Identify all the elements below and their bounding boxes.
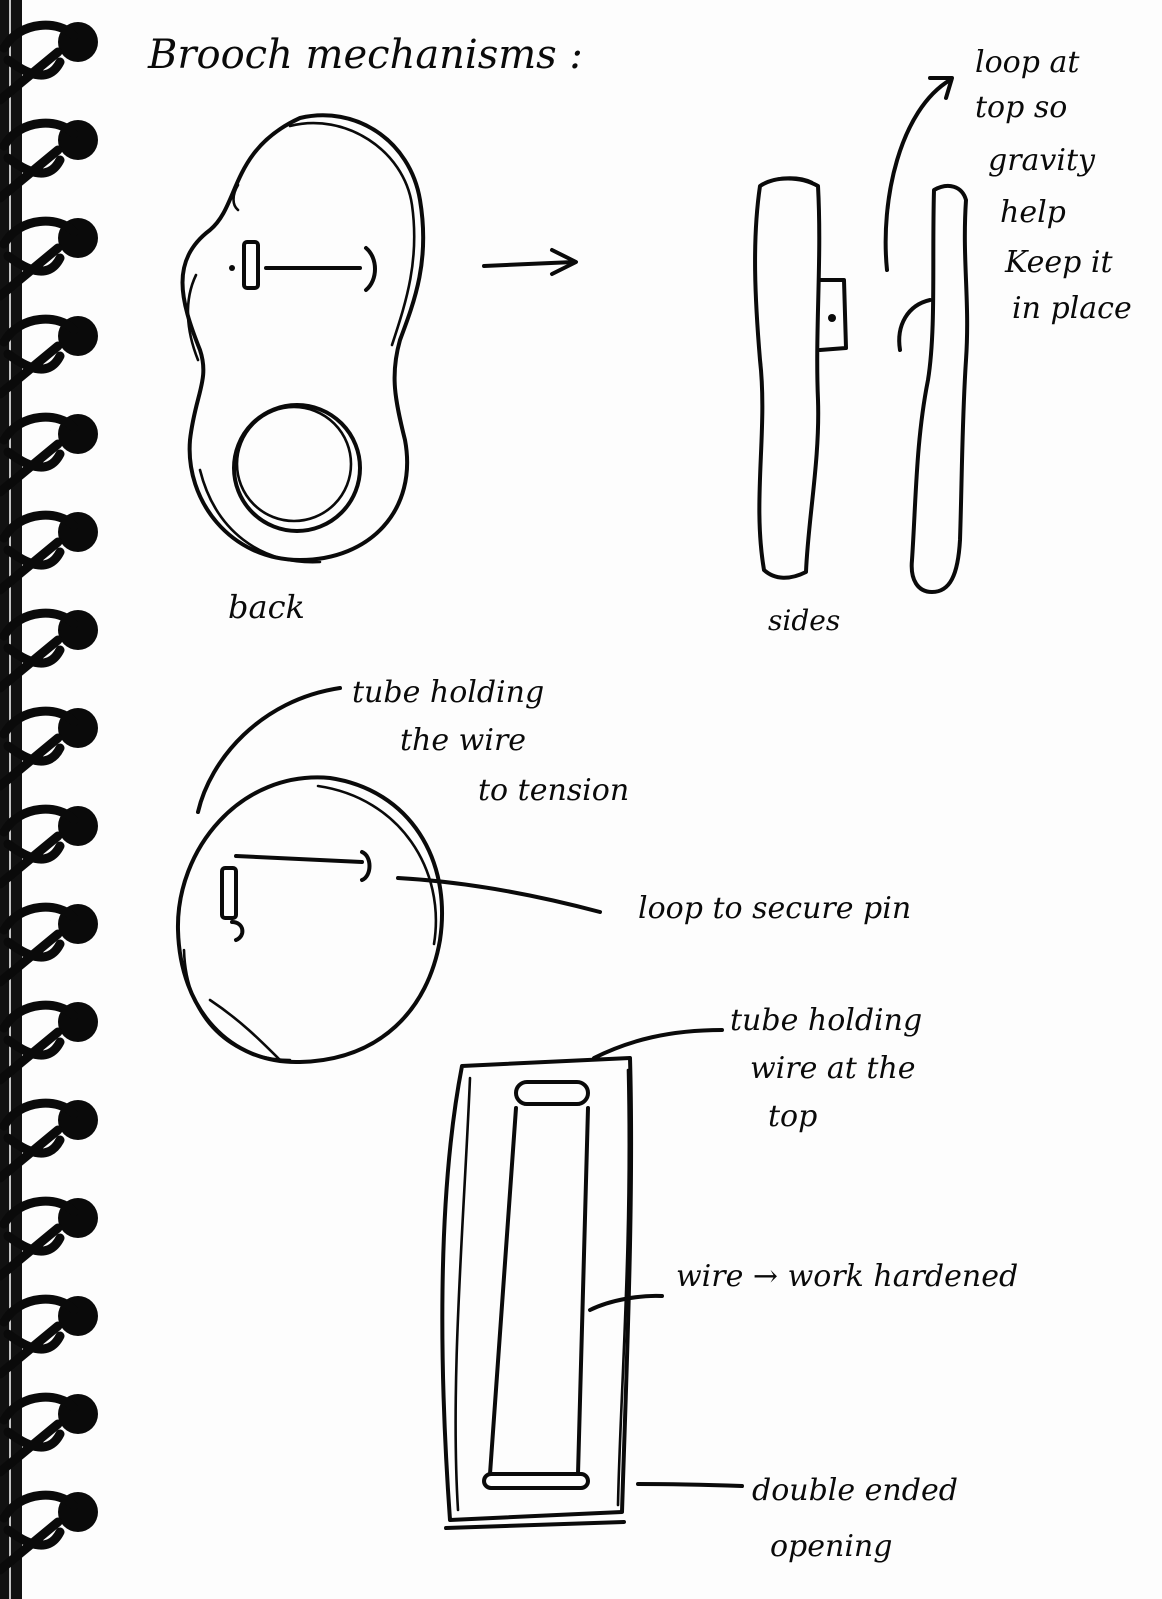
svg-text:the wire: the wire	[400, 723, 527, 758]
label-wire-hardened: wire → work hardened	[676, 1259, 1019, 1294]
svg-text:Keep it: Keep it	[1005, 245, 1113, 280]
label-loop-top	[975, 45, 1132, 326]
label-double-ended	[752, 1473, 958, 1564]
brooch-side-drawing-2	[899, 186, 967, 592]
brooch-round-drawing	[178, 688, 600, 1062]
svg-text:opening: opening	[770, 1529, 893, 1564]
svg-text:double ended: double ended	[752, 1473, 958, 1508]
label-tube-tension	[352, 675, 629, 808]
label-sides: sides	[768, 604, 841, 637]
svg-text:tube holding: tube holding	[352, 675, 545, 710]
svg-text:in place: in place	[1012, 291, 1132, 326]
svg-text:help: help	[1000, 195, 1066, 230]
svg-text:top: top	[768, 1099, 818, 1134]
label-back: back	[228, 588, 305, 626]
label-tube-top	[730, 1003, 922, 1134]
svg-text:top so: top so	[975, 90, 1068, 125]
svg-text:to tension: to tension	[478, 773, 630, 808]
svg-text:tube holding: tube holding	[730, 1003, 923, 1038]
page-title: Brooch mechanisms :	[148, 32, 583, 78]
arrow-to-sides	[484, 250, 576, 274]
svg-text:wire at the: wire at the	[750, 1051, 916, 1086]
spiral-binding	[0, 0, 98, 1599]
svg-text:gravity: gravity	[988, 143, 1095, 178]
arrow-loop-top	[886, 80, 950, 270]
svg-text:loop at: loop at	[975, 45, 1080, 80]
brooch-side-drawing-1	[755, 178, 846, 578]
label-loop-secure: loop to secure pin	[638, 891, 912, 926]
brooch-back-drawing	[183, 115, 424, 562]
